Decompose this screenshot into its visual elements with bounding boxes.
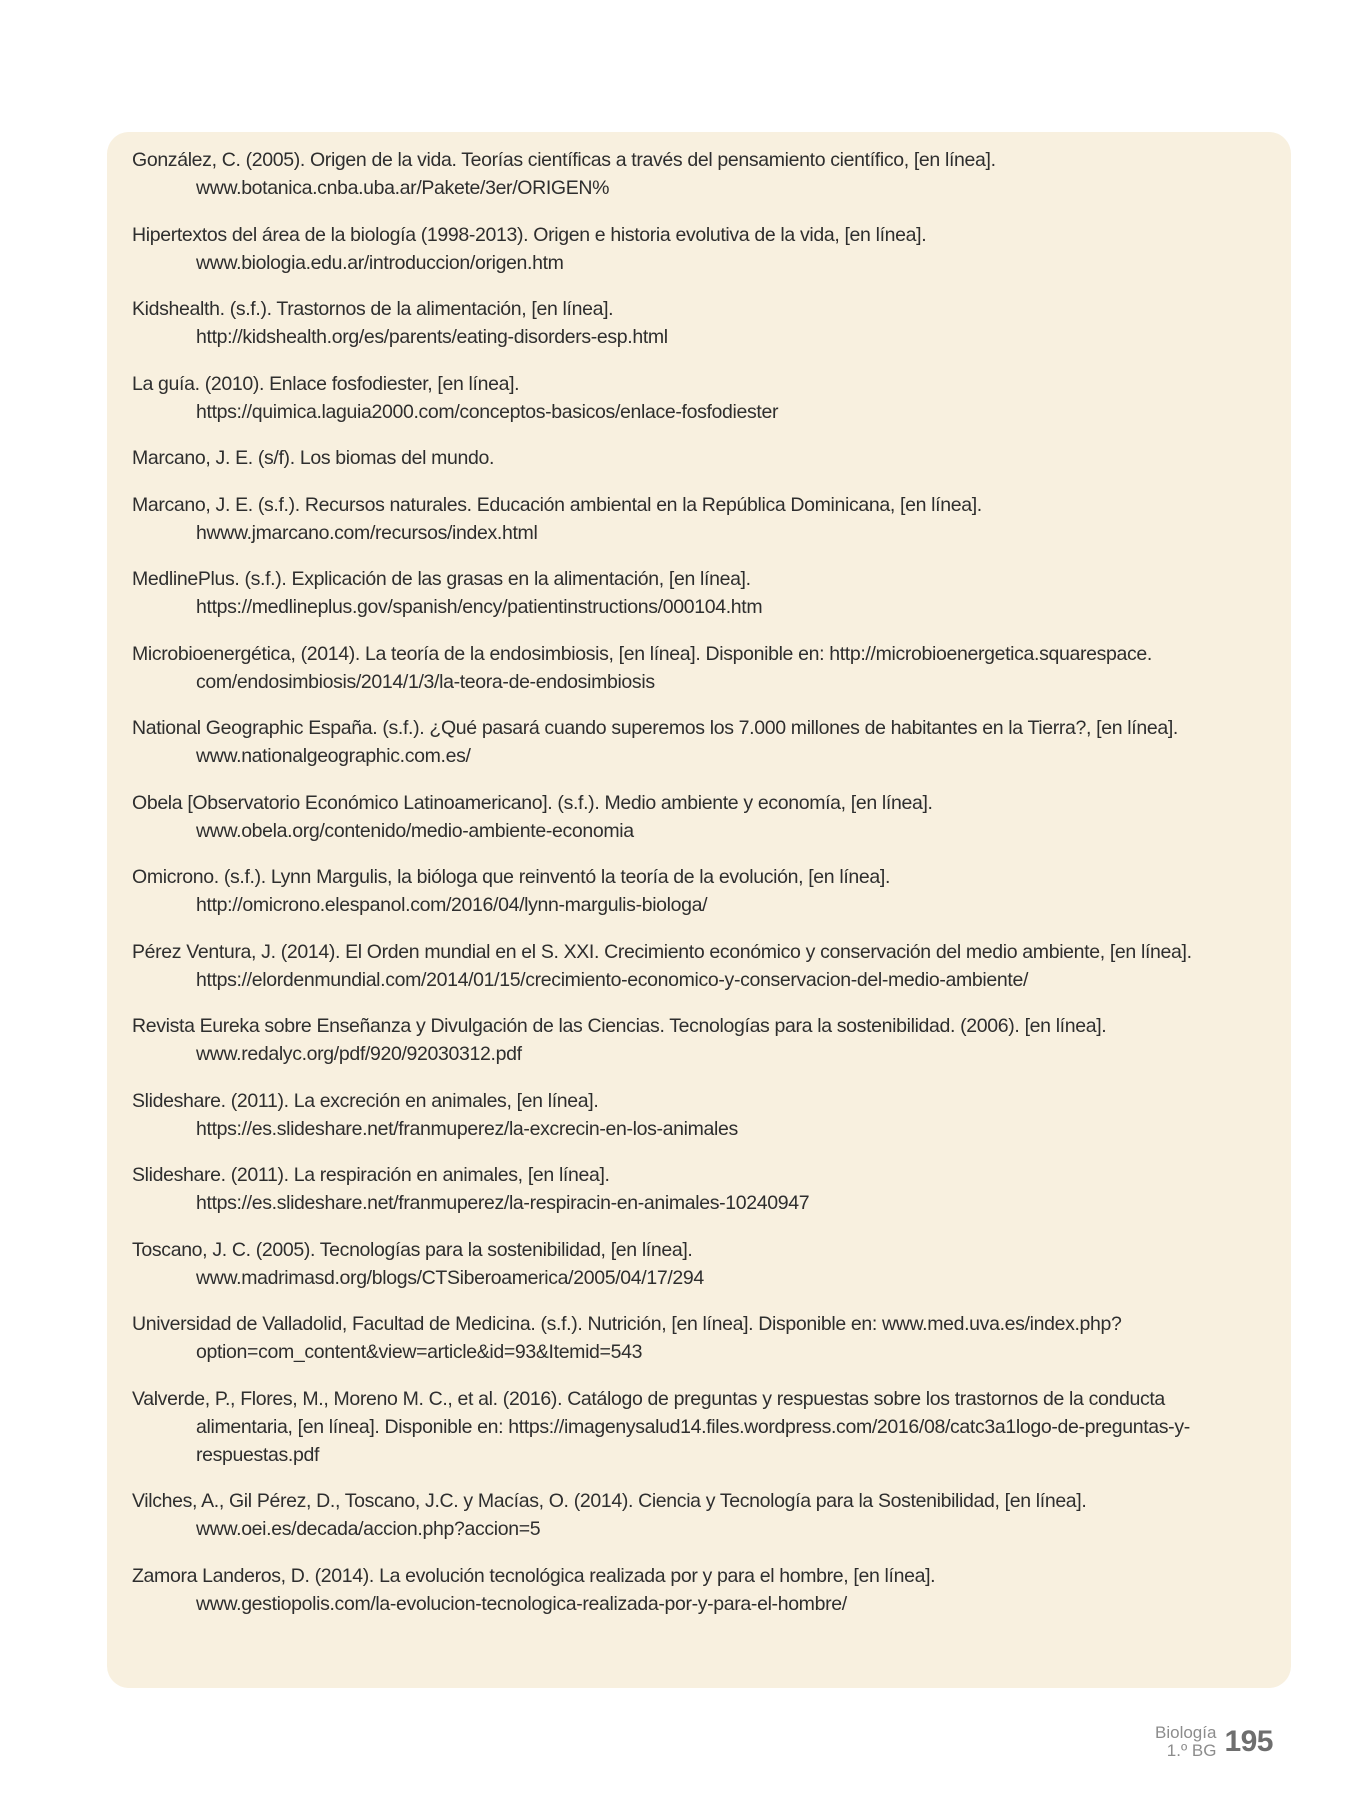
reference-url: com/endosimbiosis/2014/1/3/la-teora-de-endosimbiosis [196,670,655,693]
page-number: 195 [1224,1725,1273,1758]
reference-entry [132,295,1282,351]
reference-entry [132,640,1282,696]
reference-entry [132,938,1282,994]
reference-url: https://es.slideshare.net/franmuperez/la-excrecin-en-los-animales [196,1117,738,1140]
reference-entry [132,565,1282,621]
reference-url: https://elordenmundial.com/2014/01/15/crecimiento-economico-y-conservacion-del-medio-ambiente/ [196,968,1029,991]
reference-entry [132,863,1282,919]
reference-citation: Hipertextos del área de la biología (1998-2013). Origen e historia evolutiva de la vida, [en línea]. [132,223,927,246]
reference-url: https://quimica.laguia2000.com/conceptos-basicos/enlace-fosfodiester [196,400,779,423]
footer-grade: 1.º BG [1166,1741,1217,1760]
reference-url: https://medlineplus.gov/spanish/ency/patientinstructions/000104.htm [196,596,763,618]
reference-citation: Slideshare. (2011). La respiración en animales, [en línea]. [132,1164,610,1186]
reference-url: www.redalyc.org/pdf/920/92030312.pdf [196,1043,522,1065]
reference-entry [132,1310,1282,1366]
reference-url: www.obela.org/contenido/medio-ambiente-economia [196,819,634,842]
reference-citation: Omicrono. (s.f.). Lynn Margulis, la bióloga que reinventó la teoría de la evolución, [en línea]. [132,866,891,888]
reference-url: hwww.jmarcano.com/recursos/index.html [196,521,538,544]
reference-citation: Universidad de Valladolid, Facultad de Medicina. (s.f.). Nutrición, [en línea]. Disponible en: www.med.uva.es/index.php? [132,1313,1122,1335]
reference-url: www.madrimasd.org/blogs/CTSiberoamerica/2005/04/17/294 [196,1266,704,1289]
reference-entry [132,146,1282,202]
reference-entry [132,444,1282,472]
reference-entry [132,370,1282,426]
reference-citation: Toscano, J. C. (2005). Tecnologías para la sostenibilidad, [en línea]. [132,1238,693,1261]
reference-entry [132,1012,1282,1068]
reference-url: www.nationalgeographic.com.es/ [196,745,471,767]
reference-entry [132,221,1282,277]
footer-subject: Biología [1155,1723,1217,1742]
reference-citation: Marcano, J. E. (s/f). Los biomas del mundo. [132,447,495,469]
reference-citation: Marcano, J. E. (s.f.). Recursos naturales. Educación ambiental en la República Dominicana, [en línea]. [132,493,982,516]
reference-entry [132,491,1282,547]
reference-citation: Valverde, P., Flores, M., Moreno M. C., et al. (2016). Catálogo de preguntas y respuestas sobre los trastornos de la conducta [132,1387,1165,1410]
reference-citation: Slideshare. (2011). La excreción en animales, [en línea]. [132,1089,599,1112]
page-footer [1155,1718,1273,1766]
reference-citation: Pérez Ventura, J. (2014). El Orden mundial en el S. XXI. Crecimiento económico y conservación del medio ambiente, [en línea]. [132,940,1192,963]
reference-citation: Vilches, A., Gil Pérez, D., Toscano, J.C. y Macías, O. (2014). Ciencia y Tecnología para la Sostenibilidad, [en línea]. [132,1490,1087,1512]
reference-url: www.biologia.edu.ar/introduccion/origen.htm [196,251,564,274]
reference-url: alimentaria, [en línea]. Disponible en: https://imagenysalud14.files.wordpress.com/2016/08/catc3a1logo-de-preguntas-y-respuestas.pdf [196,1415,1190,1466]
reference-url: www.botanica.cnba.uba.ar/Pakete/3er/ORIGEN% [196,177,610,199]
reference-citation: Zamora Landeros, D. (2014). La evolución tecnológica realizada por y para el hombre, [en línea]. [132,1564,936,1587]
reference-citation: Revista Eureka sobre Enseñanza y Divulgación de las Ciencias. Tecnologías para la sostenibilidad. (2006). [en línea]. [132,1015,1107,1037]
reference-citation: Microbioenergética, (2014). La teoría de la endosimbiosis, [en línea]. Disponible en: http://microbioenergetica.squarespace. [132,642,1152,665]
reference-entry [132,1562,1282,1618]
reference-url: www.oei.es/decada/accion.php?accion=5 [196,1518,541,1540]
reference-citation: MedlinePlus. (s.f.). Explicación de las grasas en la alimentación, [en línea]. [132,568,751,590]
reference-url: http://omicrono.elespanol.com/2016/04/lynn-margulis-biologa/ [196,894,708,916]
reference-url: www.gestiopolis.com/la-evolucion-tecnologica-realizada-por-y-para-el-hombre/ [196,1592,847,1615]
reference-list [132,146,1282,1636]
reference-url: https://es.slideshare.net/franmuperez/la-respiracin-en-animales-10240947 [196,1192,810,1214]
reference-entry [132,1236,1282,1292]
reference-entry [132,789,1282,845]
reference-citation: La guía. (2010). Enlace fosfodiester, [en línea]. [132,372,520,395]
reference-entry [132,1487,1282,1543]
reference-entry [132,1161,1282,1217]
reference-entry [132,1087,1282,1143]
reference-url: option=com_content&view=article&id=93&Itemid=543 [196,1341,643,1363]
reference-citation: Kidshealth. (s.f.). Trastornos de la alimentación, [en línea]. [132,298,614,320]
reference-url: http://kidshealth.org/es/parents/eating-disorders-esp.html [196,326,668,348]
reference-entry [132,714,1282,770]
footer-label [1155,1724,1216,1760]
reference-citation: González, C. (2005). Origen de la vida. Teorías científicas a través del pensamiento científico, [en línea]. [132,149,996,171]
reference-citation: National Geographic España. (s.f.). ¿Qué pasará cuando superemos los 7.000 millones de habitantes en la Tierra?, [en línea]. [132,717,1178,739]
reference-citation: Obela [Observatorio Económico Latinoamericano]. (s.f.). Medio ambiente y economía, [en línea]. [132,791,933,814]
reference-entry [132,1385,1282,1469]
